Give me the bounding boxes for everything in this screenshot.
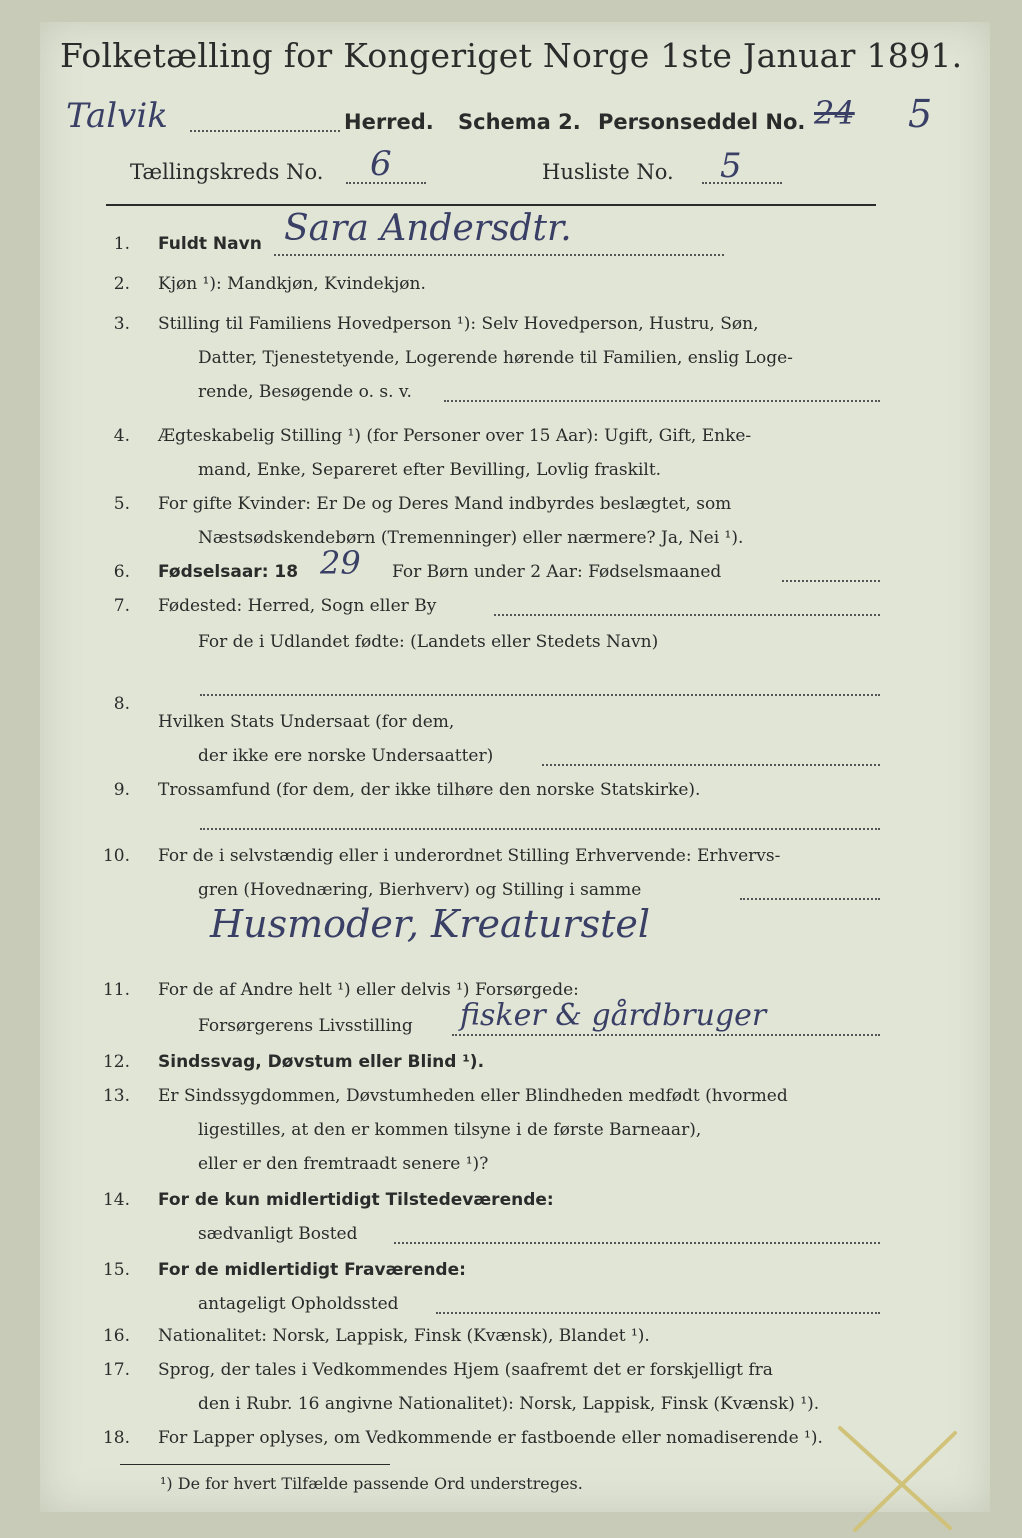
row-17-line-2: den i Rubr. 16 angivne Nationalitet): Norsk, Lappisk, Finsk (Kvænsk) ¹). xyxy=(198,1394,820,1414)
row-number: 14. xyxy=(102,1190,130,1210)
row-8-dotline xyxy=(542,764,880,766)
row-11-line-1: For de af Andre helt ¹) eller delvis ¹) Forsørgede: xyxy=(158,980,579,1000)
row-9-answer-line xyxy=(200,828,880,830)
row-12-label: Sindssvag, Døvstum eller Blind ¹). xyxy=(158,1052,485,1072)
row-3-line-3: rende, Besøgende o. s. v. xyxy=(198,382,412,402)
row-number: 3. xyxy=(113,314,130,334)
row-number: 1. xyxy=(113,234,130,254)
herred-value: Talvik xyxy=(66,96,168,136)
row-7-line-1: Fødested: Herred, Sogn eller By xyxy=(158,596,437,616)
row-15-line-1: For de midlertidigt Fraværende: xyxy=(158,1260,466,1280)
husliste-dotline xyxy=(702,182,782,184)
row-6-label: Fødselsaar: 18 xyxy=(158,562,299,582)
row-6-dotline xyxy=(782,580,880,582)
row-13-line-3: eller er den fremtraadt senere ¹)? xyxy=(198,1154,489,1174)
personseddel-label: Personseddel No. xyxy=(598,110,806,134)
row-5-line-1: For gifte Kvinder: Er De og Deres Mand indbyrdes beslægtet, som xyxy=(158,494,732,514)
occupation-answer: Husmoder, Kreaturstel xyxy=(210,902,651,946)
row-9-label: Trossamfund (for dem, der ikke tilhøre den norske Statskirke). xyxy=(158,780,701,800)
row-number: 2. xyxy=(113,274,130,294)
row-6-label-2: For Børn under 2 Aar: Fødselsmaaned xyxy=(392,562,722,582)
provider-occupation-answer: fisker & gårdbruger xyxy=(460,998,767,1033)
row-number: 18. xyxy=(102,1428,130,1448)
row-11-line-2: Forsørgerens Livsstilling xyxy=(198,1016,413,1036)
kreds-value: 6 xyxy=(370,144,392,184)
row-13-line-1: Er Sindssygdommen, Døvstumheden eller Blindheden medfødt (hvormed xyxy=(158,1086,788,1106)
row-18-label: For Lapper oplyses, om Vedkommende er fastboende eller nomadiserende ¹). xyxy=(158,1428,823,1448)
footnote-rule xyxy=(120,1464,390,1465)
row-10-line-2: gren (Hovednæring, Bierhverv) og Stilling i samme xyxy=(198,880,642,900)
footnote: ¹) De for hvert Tilfælde passende Ord understreges. xyxy=(160,1474,583,1493)
row-3-dotline xyxy=(444,400,880,402)
row-14-dotline xyxy=(394,1242,880,1244)
row-number: 15. xyxy=(102,1260,130,1280)
census-form-sheet xyxy=(40,22,990,1512)
personseddel-value: 5 xyxy=(908,92,933,136)
row-number: 16. xyxy=(102,1326,130,1346)
husliste-value: 5 xyxy=(720,146,742,186)
birth-year-answer: 29 xyxy=(320,544,361,582)
row-3-line-1: Stilling til Familiens Hovedperson ¹): Selv Hovedperson, Hustru, Søn, xyxy=(158,314,759,334)
row-number: 5. xyxy=(113,494,130,514)
full-name-answer: Sara Andersdtr. xyxy=(284,208,572,249)
row-7-dotline xyxy=(494,614,880,616)
row-7-answer-line xyxy=(200,694,880,696)
row-1-dotline xyxy=(274,254,724,256)
row-2-label: Kjøn ¹): Mandkjøn, Kvindekjøn. xyxy=(158,274,426,294)
pencil-x-mark-icon xyxy=(830,1418,980,1538)
row-number: 17. xyxy=(102,1360,130,1380)
row-number: 12. xyxy=(102,1052,130,1072)
row-11-dotline xyxy=(452,1034,880,1036)
row-number: 9. xyxy=(113,780,130,800)
row-number: 7. xyxy=(113,596,130,616)
row-10-line-1: For de i selvstændig eller i underordnet Stilling Erhvervende: Erhvervs- xyxy=(158,846,781,866)
row-14-line-2: sædvanligt Bosted xyxy=(198,1224,358,1244)
row-13-line-2: ligestilles, at den er kommen tilsyne i de første Barneaar), xyxy=(198,1120,702,1140)
form-title: Folketælling for Kongeriget Norge 1ste Januar 1891. xyxy=(60,36,963,75)
row-4-line-2: mand, Enke, Separeret efter Bevilling, Lovlig fraskilt. xyxy=(198,460,662,480)
row-number: 8. xyxy=(113,694,130,714)
herred-dotline xyxy=(190,130,340,132)
row-number: 13. xyxy=(102,1086,130,1106)
herred-label: Herred. xyxy=(344,110,434,134)
header-rule xyxy=(106,204,876,206)
row-14-line-1: For de kun midlertidigt Tilstedeværende: xyxy=(158,1190,554,1210)
row-16-label: Nationalitet: Norsk, Lappisk, Finsk (Kvænsk), Blandet ¹). xyxy=(158,1326,650,1346)
row-15-line-2: antageligt Opholdssted xyxy=(198,1294,399,1314)
row-4-line-1: Ægteskabelig Stilling ¹) (for Personer over 15 Aar): Ugift, Gift, Enke- xyxy=(158,426,752,446)
row-number: 11. xyxy=(102,980,130,1000)
row-1-label: Fuldt Navn xyxy=(158,234,262,254)
row-number: 4. xyxy=(113,426,130,446)
husliste-label: Husliste No. xyxy=(542,160,674,184)
row-8-line-2: der ikke ere norske Undersaatter) xyxy=(198,746,494,766)
row-5-line-2: Næstsødskendebørn (Tremenninger) eller nærmere? Ja, Nei ¹). xyxy=(198,528,744,548)
row-17-line-1: Sprog, der tales i Vedkommendes Hjem (saafremt det er forskjelligt fra xyxy=(158,1360,773,1380)
row-10-dotline xyxy=(740,898,880,900)
row-number: 6. xyxy=(113,562,130,582)
row-3-line-2: Datter, Tjenestetyende, Logerende hørende til Familien, enslig Loge- xyxy=(198,348,793,368)
kreds-dotline xyxy=(346,182,426,184)
row-15-dotline xyxy=(436,1312,880,1314)
row-7-line-2: For de i Udlandet fødte: (Landets eller Stedets Navn) xyxy=(198,632,659,652)
kreds-label: Tællingskreds No. xyxy=(130,160,324,184)
row-number: 10. xyxy=(102,846,130,866)
schema-label: Schema 2. xyxy=(458,110,581,134)
personseddel-struck: 24 xyxy=(814,94,855,132)
row-8-line-1: Hvilken Stats Undersaat (for dem, xyxy=(158,712,455,732)
